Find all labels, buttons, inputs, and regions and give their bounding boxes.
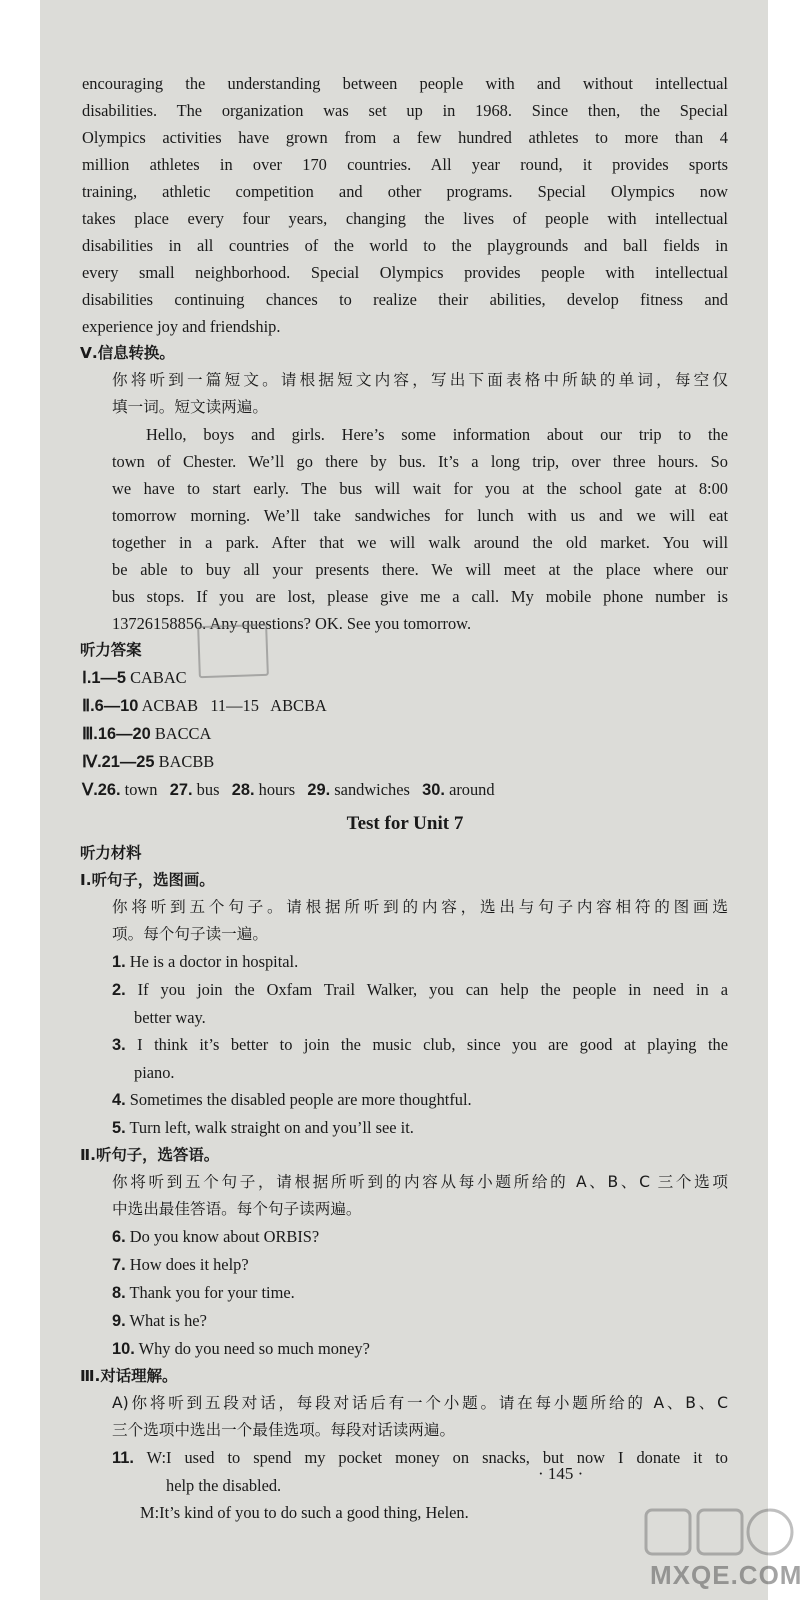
passage-line: town of Chester. We’ll go there by bus. It’s a long trip, over three hours. So [112,452,728,471]
question-text: Turn left, walk straight on and you’ll see it. [129,1118,414,1137]
question-text: Do you know about ORBIS? [129,1227,320,1246]
question-text: Thank you for your time. [129,1283,295,1302]
stamp-box [197,624,269,678]
answer-text: ACBAB 11—15 ABCBA [141,696,327,715]
section-heading: Ⅴ.信息转换。 [80,344,175,362]
dialogue-text: W:I used to spend my pocket money on snacks, but now I donate it to [146,1448,728,1467]
question-text: He is a doctor in hospital. [129,952,299,971]
dialogue-line [82,1499,728,1526]
question-number: 9. [112,1312,126,1330]
passage-line: million athletes in over 170 countries. All year round, it provides sports [82,155,728,174]
passage-line: bus stops. If you are lost, please give me a call. My mobile phone number is [112,587,728,606]
question-number: 4. [112,1091,126,1109]
question-text: If you join the Oxfam Trail Walker, you can help the people in need in a [137,980,728,999]
section-heading: Ⅰ.听句子，选图画。 [80,871,215,889]
passage-line: experience joy and friendship. [82,317,281,336]
question-number: 7. [112,1256,126,1274]
question-text: Sometimes the disabled people are more thoughtful. [129,1090,472,1109]
passage-line: together in a park. After that we will walk around the old market. You will [112,533,728,552]
answer-number: 28. [231,781,255,799]
passage-line: encouraging the understanding between people with and without intellectual [82,74,728,93]
answer-row [82,720,728,748]
answer-word: town [124,780,158,799]
passage-line: we have to start early. The bus will wait for you at the school gate at 8:00 [112,479,728,498]
page-number: · 145 · [538,1464,584,1483]
passage-line: tomorrow morning. We’ll take sandwiches for lunch with us and we will eat [112,506,728,525]
answer-text: CABAC [130,668,187,687]
question-text: piano. [134,1063,175,1082]
dialogue-line [82,1472,728,1499]
answer-number: 30. [422,781,445,799]
question-number: 11. [112,1449,134,1467]
question-number: 8. [112,1284,126,1302]
instruction-line: 中选出最佳答语。每个句子读两遍。 [112,1200,362,1218]
dialogue-line [82,1444,728,1472]
answer-row [82,692,728,720]
passage-line: Olympics activities have grown from a few hundred athletes to more than 4 [82,128,728,147]
passage-line: disabilities in all countries of the world to the playgrounds and ball fields in [82,236,728,255]
question-number: 6. [112,1228,126,1246]
answer-text: BACBB [158,752,215,771]
question-line [82,1114,728,1142]
answer-word: sandwiches [334,780,410,799]
page-content [82,70,728,1526]
question-number: 1. [112,953,126,971]
question-line [82,1251,728,1279]
question-number: 5. [112,1119,126,1137]
question-line [82,1086,728,1114]
passage-line: 13726158856. Any questions? OK. See you tomorrow. [112,614,472,633]
answer-row [82,748,728,776]
instruction-line: 你将听到一篇短文。请根据短文内容，写出下面表格中所缺的单词，每空仅 [112,371,728,389]
answer-label: Ⅱ.6—10 [82,697,139,715]
question-line [82,1223,728,1251]
question-line [82,1279,728,1307]
watermark-text: MXQE.COM [650,1560,803,1590]
dialogue-text: M:It’s kind of you to do such a good thing, Helen. [140,1503,469,1522]
instruction-line: 填一词。短文读两遍。 [112,398,268,416]
instruction-line: 项。每个句子读一遍。 [112,925,268,943]
answer-number: 29. [307,781,331,799]
passage-line: training, athletic competition and other programs. Special Olympics now [82,182,728,201]
answer-row [82,664,728,692]
answer-text: BACCA [154,724,212,743]
question-line [82,1004,728,1031]
question-line [82,1307,728,1335]
instruction-line: A)你将听到五段对话，每段对话后有一个小题。请在每小题所给的 A、B、C [112,1394,728,1412]
answer-word: bus [196,780,220,799]
question-number: 10. [112,1340,135,1358]
question-text: How does it help? [129,1255,249,1274]
answer-number: 27. [169,781,193,799]
answer-label: Ⅰ.1—5 [82,669,127,687]
answers-heading: 听力答案 [80,641,142,659]
answer-number: Ⅴ.26. [82,781,121,799]
test-title: Test for Unit 7 [346,813,464,834]
passage-line: takes place every four years, changing the lives of people with intellectual [82,209,728,228]
passage-line: disabilities. The organization was set up in 1968. Since then, the Special [82,101,728,120]
question-text: Why do you need so much money? [138,1339,370,1358]
answer-word: around [449,780,495,799]
question-line [82,976,728,1004]
question-text: I think it’s better to join the music club, since you are good at playing the [137,1035,728,1054]
section-heading: Ⅱ.听句子，选答语。 [80,1146,220,1164]
passage-line: every small neighborhood. Special Olympics provides people with intellectual [82,263,728,282]
instruction-line: 三个选项中选出一个最佳选项。每段对话读两遍。 [112,1421,456,1439]
question-line [82,1335,728,1363]
passage-line: Hello, boys and girls. Here’s some information about our trip to the [146,425,728,444]
question-line [82,1031,728,1059]
question-number: 2. [112,981,126,999]
answer-label: Ⅳ.21—25 [82,753,155,771]
answer-label: Ⅲ.16—20 [82,725,151,743]
question-text: What is he? [129,1311,207,1330]
instruction-line: 你将听到五个句子，请根据所听到的内容从每小题所给的 A、B、C 三个选项 [112,1173,728,1191]
passage-line: disabilities continuing chances to realize their abilities, develop fitness and [82,290,728,309]
instruction-line: 你将听到五个句子。请根据所听到的内容，选出与句子内容相符的图画选 [112,898,728,916]
section-heading: Ⅲ.对话理解。 [80,1367,178,1385]
answer-row [82,776,728,804]
question-line [82,948,728,976]
materials-heading: 听力材料 [80,844,142,862]
question-line [82,1059,728,1086]
answer-word: hours [258,780,296,799]
question-text: better way. [134,1008,206,1027]
passage-line: be able to buy all your presents there. We will meet at the place where our [112,560,728,579]
question-number: 3. [112,1036,126,1054]
dialogue-text: help the disabled. [166,1476,282,1495]
